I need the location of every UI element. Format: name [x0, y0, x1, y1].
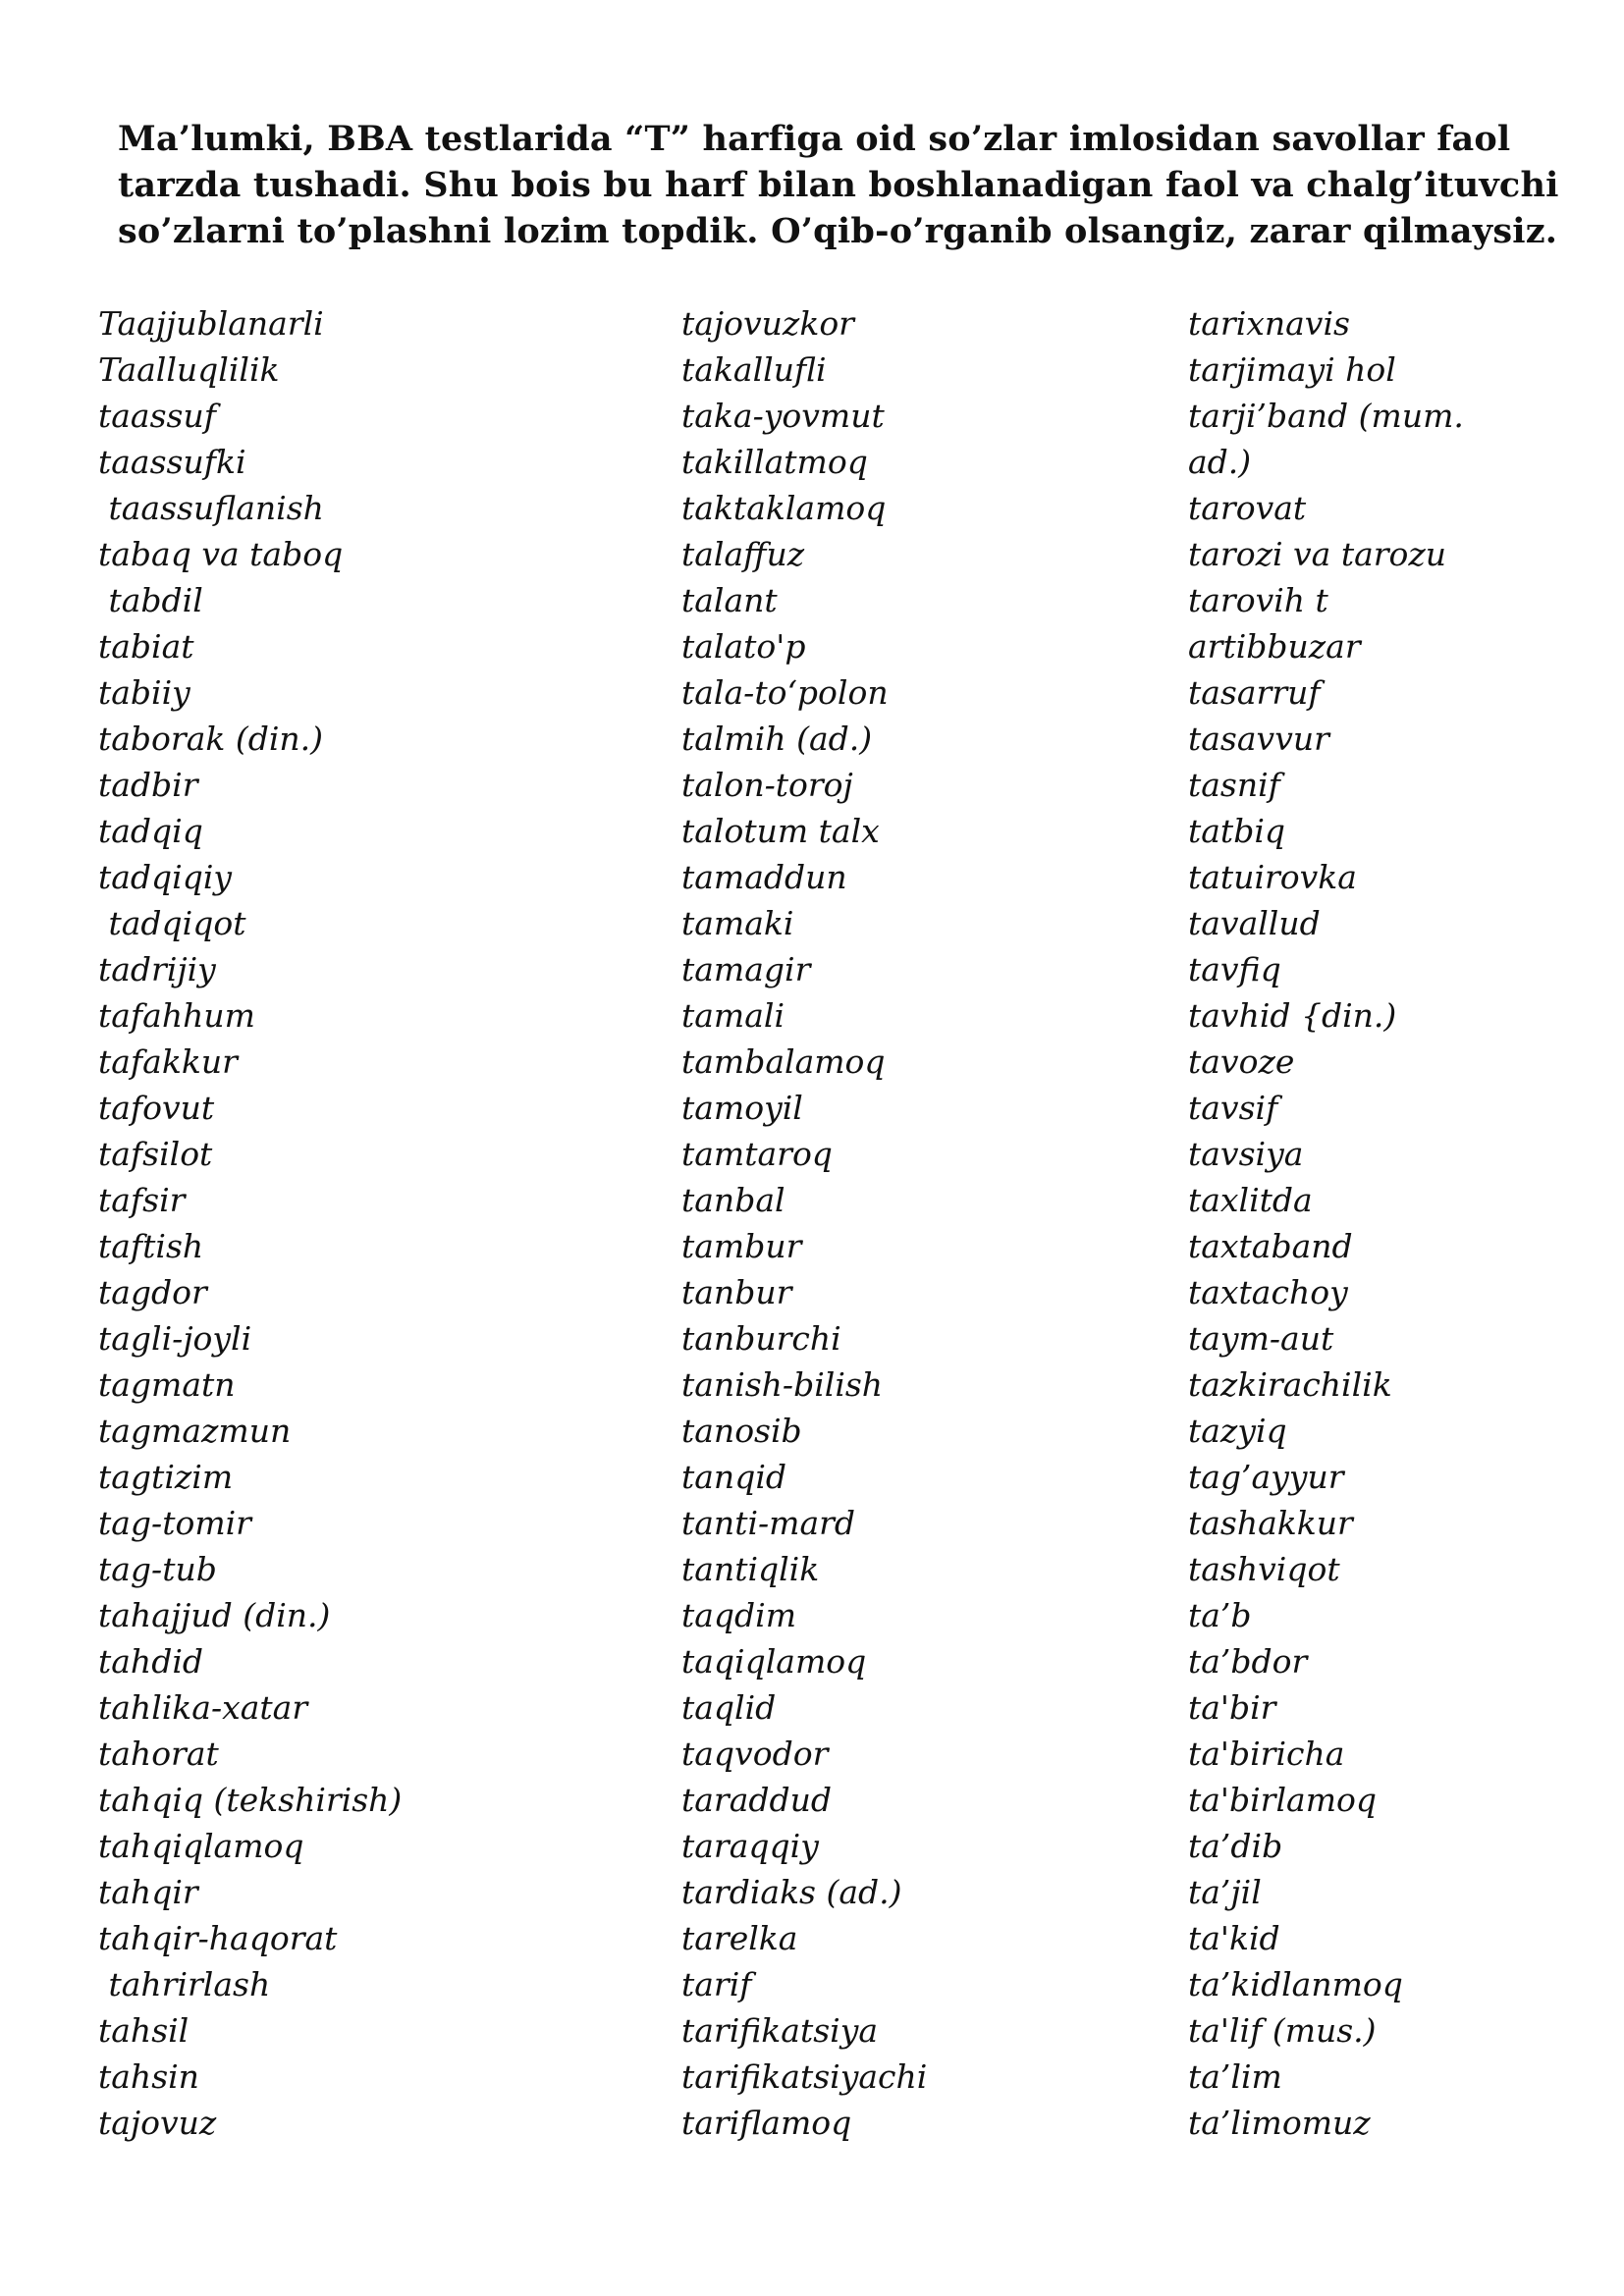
word-item: tag-tub	[98, 1550, 217, 1588]
word-item: taqvodor	[681, 1735, 829, 1773]
word-item: tashviqot	[1188, 1550, 1340, 1588]
word-item: tahdid	[98, 1642, 203, 1681]
word-item: tarji’band (mum.	[1188, 397, 1464, 435]
word-item: tavsif	[1188, 1089, 1278, 1127]
word-item: tahqir	[98, 1873, 198, 1911]
word-item: tarifikatsiya	[681, 2011, 879, 2050]
word-item: tatuirovka	[1188, 858, 1357, 896]
word-item: tafsir	[98, 1181, 186, 1219]
word-item: tadqiqot	[98, 904, 246, 942]
word-item: ta’bdor	[1188, 1642, 1308, 1681]
word-item: ta'lif (mus.)	[1188, 2011, 1377, 2050]
word-item: takillatmoq	[681, 443, 868, 481]
word-item: tahsin	[98, 2057, 199, 2096]
word-item: talant	[681, 581, 778, 619]
word-item: taka-yovmut	[681, 397, 885, 435]
word-item: tasnif	[1188, 766, 1280, 804]
word-column-1	[98, 300, 402, 2146]
word-item: talotum talx	[681, 812, 880, 850]
word-item: tahqiqlamoq	[98, 1827, 304, 1865]
word-item: taxlitda	[1188, 1181, 1313, 1219]
word-item: tahlika-xatar	[98, 1688, 308, 1727]
word-item: tavfiq	[1188, 950, 1281, 988]
word-item: ta’b	[1188, 1596, 1252, 1634]
word-item: tavoze	[1188, 1042, 1295, 1081]
word-item: taqiqlamoq	[681, 1642, 867, 1681]
word-item: tavhid {din.)	[1188, 996, 1397, 1035]
word-item: tabdil	[98, 581, 203, 619]
word-item: tamagir	[681, 950, 811, 988]
word-item: tanburchi	[681, 1319, 841, 1358]
word-item: ad.)	[1188, 443, 1252, 481]
word-item: tarjimayi hol	[1188, 350, 1396, 389]
word-item: ta'bir	[1188, 1688, 1276, 1727]
word-item: talaffuz	[681, 535, 805, 573]
word-item: taftish	[98, 1227, 204, 1265]
word-item: ta’kidlanmoq	[1188, 1965, 1403, 2003]
intro-paragraph	[118, 116, 1559, 254]
word-item: ta’dib	[1188, 1827, 1283, 1865]
word-item: ta'birlamoq	[1188, 1781, 1377, 1819]
word-item: taraqqiy	[681, 1827, 819, 1865]
word-item: Taalluqlilik	[98, 350, 280, 389]
word-item: tadqiqiy	[98, 858, 233, 896]
word-item: tanosib	[681, 1412, 802, 1450]
word-item: tarovat	[1188, 489, 1307, 527]
word-item: taqdim	[681, 1596, 797, 1634]
word-item: tarelka	[681, 1919, 798, 1957]
word-item: tamali	[681, 996, 785, 1035]
word-item: ta'kid	[1188, 1919, 1280, 1957]
word-item: taxtaband	[1188, 1227, 1353, 1265]
word-item: taraddud	[681, 1781, 833, 1819]
word-item: tagli-joyli	[98, 1319, 252, 1358]
word-item: tariflamoq	[681, 2104, 852, 2142]
word-item: tambalamoq	[681, 1042, 886, 1081]
word-item: ta'biricha	[1188, 1735, 1345, 1773]
word-item: takallufli	[681, 350, 827, 389]
word-item: tanqid	[681, 1458, 786, 1496]
word-item: tagtizim	[98, 1458, 234, 1496]
word-item: tavallud	[1188, 904, 1321, 942]
word-item: tasarruf	[1188, 673, 1321, 712]
word-item: taassufki	[98, 443, 246, 481]
word-item: tadqiq	[98, 812, 203, 850]
word-item: tabiat	[98, 627, 194, 666]
word-item: tarif	[681, 1965, 752, 2003]
word-item: tavsiya	[1188, 1135, 1304, 1173]
word-item: tafovut	[98, 1089, 215, 1127]
word-item: tafsilot	[98, 1135, 213, 1173]
word-item: taktaklamoq	[681, 489, 887, 527]
word-item: tahorat	[98, 1735, 219, 1773]
word-item: tagdor	[98, 1273, 207, 1311]
word-item: tarovih t	[1188, 581, 1328, 619]
word-item: taassuf	[98, 397, 216, 435]
word-item: tafakkur	[98, 1042, 238, 1081]
word-item: taxtachoy	[1188, 1273, 1348, 1311]
word-item: tarozi va tarozu	[1188, 535, 1447, 573]
word-item: tarixnavis	[1188, 304, 1350, 343]
word-item: tamtaroq	[681, 1135, 833, 1173]
word-item: talato'p	[681, 627, 806, 666]
word-item: tabaq va taboq	[98, 535, 344, 573]
word-item: talon-toroj	[681, 766, 853, 804]
word-item: tahsil	[98, 2011, 189, 2050]
word-item: tadbir	[98, 766, 198, 804]
word-item: tanbur	[681, 1273, 792, 1311]
word-item: tadrijiy	[98, 950, 216, 988]
word-item: Taajjublanarli	[98, 304, 324, 343]
word-item: tafahhum	[98, 996, 255, 1035]
word-item: tambur	[681, 1227, 802, 1265]
word-item: tazkirachilik	[1188, 1365, 1392, 1404]
word-item: taqlid	[681, 1688, 777, 1727]
word-item: tahajjud (din.)	[98, 1596, 331, 1634]
word-item: taassuflanish	[98, 489, 324, 527]
word-column-2	[681, 300, 927, 2146]
word-item: tala-to‘polon	[681, 673, 889, 712]
word-item: tanti-mard	[681, 1504, 856, 1542]
word-item: ta’jil	[1188, 1873, 1262, 1911]
word-item: tatbiq	[1188, 812, 1285, 850]
word-item: tagmatn	[98, 1365, 236, 1404]
word-item: tajovuzkor	[681, 304, 854, 343]
word-item: tamaki	[681, 904, 794, 942]
word-item: tamoyil	[681, 1089, 803, 1127]
word-item: talmih (ad.)	[681, 720, 873, 758]
word-item: tahqiq (tekshirish)	[98, 1781, 403, 1819]
word-item: tabiiy	[98, 673, 190, 712]
word-item: tahqir-haqorat	[98, 1919, 338, 1957]
word-item: tardiaks (ad.)	[681, 1873, 902, 1911]
word-item: tamaddun	[681, 858, 847, 896]
word-item: ta’lim	[1188, 2057, 1282, 2096]
intro-line: so’zlarni to’plashni lozim topdik. O’qib-o’rganib olsangiz, zarar qilmaysiz.	[118, 211, 1558, 251]
word-item: tag’ayyur	[1188, 1458, 1344, 1496]
word-item: tanbal	[681, 1181, 785, 1219]
word-item: tanish-bilish	[681, 1365, 884, 1404]
word-item: taym-aut	[1188, 1319, 1334, 1358]
word-item: tashakkur	[1188, 1504, 1353, 1542]
word-item: tantiqlik	[681, 1550, 820, 1588]
word-item: tagmazmun	[98, 1412, 292, 1450]
word-item: tarifikatsiyachi	[681, 2057, 928, 2096]
word-item: tahrirlash	[98, 1965, 271, 2003]
word-item: tag-tomir	[98, 1504, 251, 1542]
word-column-3	[1188, 300, 1464, 2146]
word-item: tajovuz	[98, 2104, 217, 2142]
word-item: tazyiq	[1188, 1412, 1287, 1450]
intro-line: tarzda tushadi. Shu bois bu harf bilan boshlanadigan faol va chalg’ituvchi	[118, 165, 1559, 205]
intro-line: Ma’lumki, BBA testlarida “T” harfiga oid so’zlar imlosidan savollar faol	[118, 119, 1511, 159]
word-item: tasavvur	[1188, 720, 1329, 758]
word-item: taborak (din.)	[98, 720, 324, 758]
word-item: artibbuzar	[1188, 627, 1361, 666]
word-item: ta’limomuz	[1188, 2104, 1371, 2142]
